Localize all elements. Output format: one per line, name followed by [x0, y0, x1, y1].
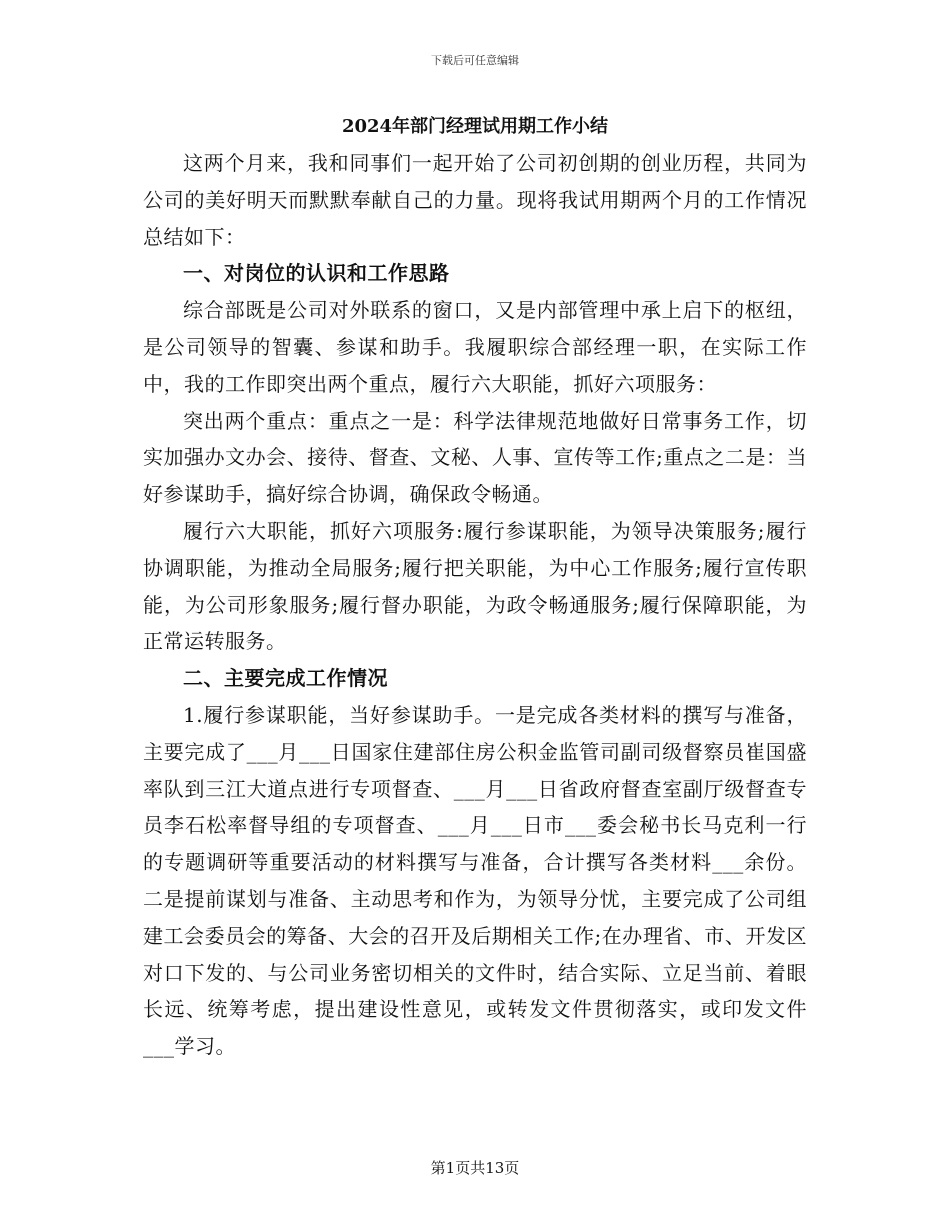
- intro-paragraph: 这两个月来，我和同事们一起开始了公司初创期的创业历程，共同为公司的美好明天而默默奉献自己的力量。现将我试用期两个月的工作情况总结如下：: [143, 151, 807, 249]
- paragraph-two-priorities: 突出两个重点：重点之一是：科学法律规范地做好日常事务工作，切实加强办文办会、接待、督查、文秘、人事、宣传等工作;重点之二是：当好参谋助手，搞好综合协调，确保政令畅通。: [143, 408, 807, 507]
- paragraph-advisory-work: 1.履行参谋职能，当好参谋助手。一是完成各类材料的撰写与准备，主要完成了___月___日国家住建部住房公积金监管司副司级督察员崔国盛率队到三江大道点进行专项督查、___月___日省政府督查室副厅级督查专员李石松率督导组的专项督查、___月___日市___委会秘书长马克利一行的专题调研等重要活动的材料撰写与准备，合计撰写各类材料___余份。二是提前谋划与准备、主动思考和作为，为领导分忧，主要完成了公司组建工会委员会的筹备、大会的召开及后期相关工作;在办理省、市、开发区对口下发的、与公司业务密切相关的文件时，结合实际、立足当前、着眼长远、统筹考虑，提出建设性意见，或转发文件贯彻落实，或印发文件___学习。: [143, 702, 807, 1059]
- document-body: [143, 113, 807, 1065]
- paragraph-six-functions: 履行六大职能，抓好六项服务:履行参谋职能，为领导决策服务;履行协调职能，为推动全局服务;履行把关职能，为中心工作服务;履行宣传职能，为公司形象服务;履行督办职能，为政令畅通服务;履行保障职能，为正常运转服务。: [143, 518, 807, 654]
- page-footer: 第1页共13页: [430, 1159, 520, 1177]
- section-heading-2: 二、主要完成工作情况: [183, 666, 388, 691]
- section-heading-1: 一、对岗位的认识和工作思路: [183, 261, 450, 286]
- page-header: 下载后可任意编辑: [431, 54, 519, 67]
- document-title: 2024年部门经理试用期工作小结: [341, 116, 609, 137]
- paragraph-role-understanding: 综合部既是公司对外联系的窗口，又是内部管理中承上启下的枢纽，是公司领导的智囊、参谋和助手。我履职综合部经理一职，在实际工作中，我的工作即突出两个重点，履行六大职能，抓好六项服务：: [143, 298, 807, 396]
